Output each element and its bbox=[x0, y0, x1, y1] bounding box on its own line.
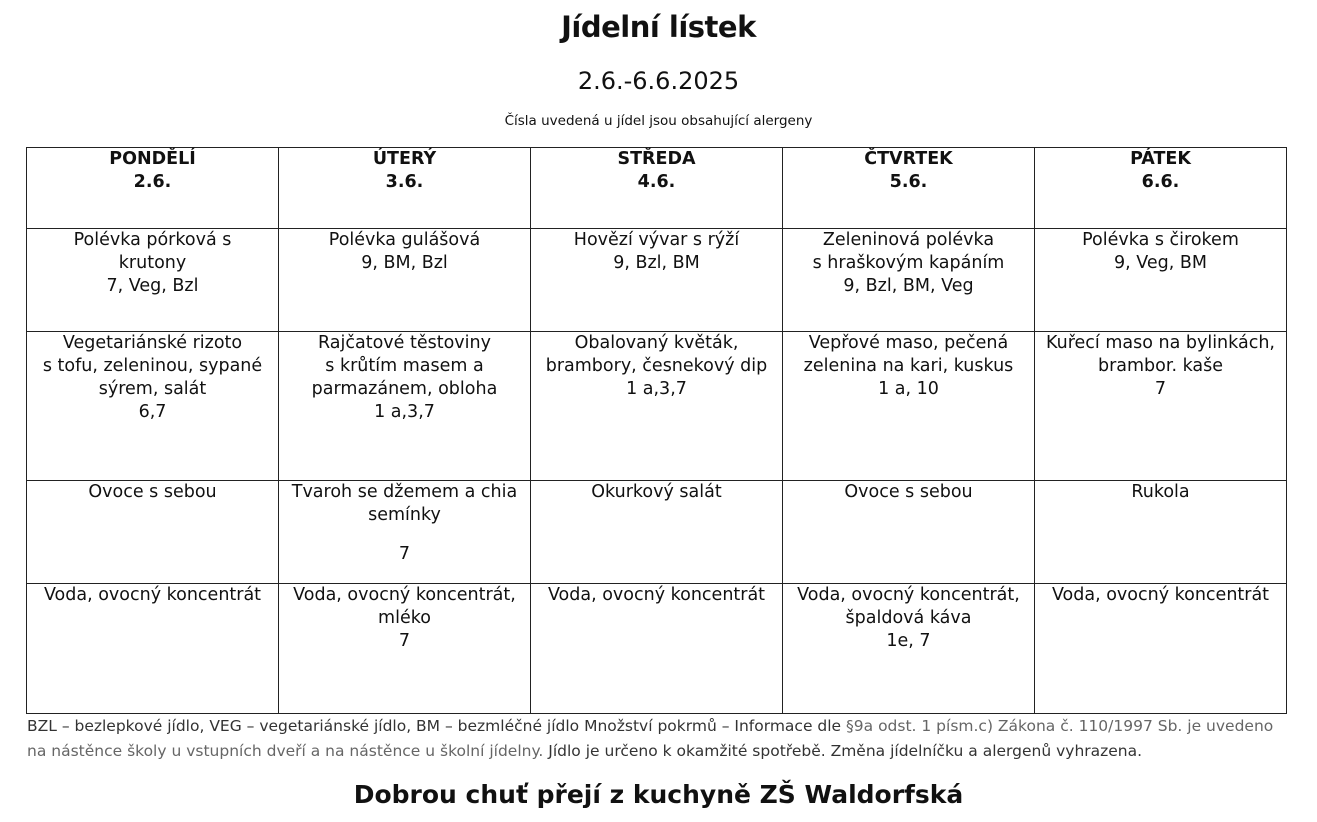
closing-greeting: Dobrou chuť přejí z kuchyně ZŠ Waldorfská bbox=[353, 780, 964, 809]
allergen-note: Čísla uvedená u jídel jsou obsahující alergeny bbox=[504, 113, 813, 129]
menu-line: Voda, ovocný koncentrát bbox=[43, 585, 262, 605]
allergen-line: 6,7 bbox=[138, 402, 167, 422]
allergen-line: 9, Bzl, BM bbox=[613, 253, 700, 273]
day-header bbox=[531, 148, 783, 229]
menu-line: Polévka pórková s bbox=[73, 230, 232, 250]
menu-line: zelenina na kari, kuskus bbox=[803, 356, 1014, 376]
menu-line: Voda, ovocný koncentrát, bbox=[797, 585, 1020, 605]
line-gap bbox=[283, 527, 526, 543]
main-course-cell bbox=[1035, 332, 1287, 481]
drink-cell bbox=[783, 584, 1035, 714]
allergen-line: 7 bbox=[398, 631, 411, 651]
soup-cell bbox=[279, 229, 531, 332]
menu-line: Vepřové maso, pečená bbox=[808, 333, 1009, 353]
soup-cell bbox=[531, 229, 783, 332]
day-name: ÚTERÝ bbox=[372, 149, 437, 169]
menu-line: Vegetariánské rizoto bbox=[62, 333, 243, 353]
day-header-row bbox=[27, 148, 1287, 229]
day-date: 3.6. bbox=[385, 172, 424, 192]
soup-cell bbox=[783, 229, 1035, 332]
main-course-cell bbox=[783, 332, 1035, 481]
menu-line: Obalovaný květák, bbox=[574, 333, 739, 353]
allergen-line: 1 a,3,7 bbox=[626, 379, 687, 399]
menu-line: semínky bbox=[368, 505, 441, 525]
day-date: 2.6. bbox=[133, 172, 172, 192]
allergen-line: 7, Veg, Bzl bbox=[106, 276, 199, 296]
menu-line: Voda, ovocný koncentrát, bbox=[293, 585, 516, 605]
footer-legend bbox=[27, 714, 1297, 763]
menu-line: s hraškovým kapáním bbox=[812, 253, 1005, 273]
menu-line: s krůtím masem a bbox=[325, 356, 484, 376]
menu-line: Polévka s čirokem bbox=[1082, 230, 1239, 250]
menu-line: Okurkový salát bbox=[591, 482, 722, 502]
drink-cell bbox=[279, 584, 531, 714]
menu-line: Hovězí vývar s rýží bbox=[573, 230, 740, 250]
allergen-line: 1 a,3,7 bbox=[374, 402, 435, 422]
day-name: ČTVRTEK bbox=[864, 149, 953, 169]
day-header bbox=[783, 148, 1035, 229]
menu-line: Kuřecí maso na bylinkách, bbox=[1046, 333, 1275, 353]
legend-law-text: §9a odst. 1 písm.c) Zákona č. 110/1997 Sb. je uvedeno na nástěnce školy u vstupních dveří a na nástěnce u školní jídelny. bbox=[27, 717, 1274, 760]
soup-row bbox=[27, 229, 1287, 332]
menu-line: krutony bbox=[118, 253, 187, 273]
menu-line: brambor. kaše bbox=[1097, 356, 1224, 376]
day-date: 5.6. bbox=[889, 172, 928, 192]
side-cell bbox=[1035, 481, 1287, 584]
drink-cell bbox=[27, 584, 279, 714]
allergen-line: 1 a, 10 bbox=[878, 379, 939, 399]
drink-row bbox=[27, 584, 1287, 714]
menu-line: s tofu, zeleninou, sypané bbox=[42, 356, 263, 376]
menu-line: Polévka gulášová bbox=[328, 230, 481, 250]
menu-line: parmazánem, obloha bbox=[311, 379, 498, 399]
menu-line: Rukola bbox=[1131, 482, 1190, 502]
menu-line: špaldová káva bbox=[845, 608, 972, 628]
day-date: 6.6. bbox=[1141, 172, 1180, 192]
side-cell bbox=[27, 481, 279, 584]
menu-line: mléko bbox=[378, 608, 431, 628]
day-header bbox=[279, 148, 531, 229]
soup-cell bbox=[1035, 229, 1287, 332]
legend-end-text: Jídlo je určeno k okamžité spotřebě. Změna jídelníčku a alergenů vyhrazena. bbox=[543, 741, 1143, 760]
menu-table bbox=[26, 147, 1287, 714]
page-title: Jídelní lístek bbox=[561, 10, 756, 44]
day-name: STŘEDA bbox=[617, 149, 696, 169]
day-date: 4.6. bbox=[637, 172, 676, 192]
menu-line: Rajčatové těstoviny bbox=[318, 333, 491, 353]
menu-line: sýrem, salát bbox=[98, 379, 207, 399]
allergen-line: 1e, 7 bbox=[886, 631, 931, 651]
day-header bbox=[27, 148, 279, 229]
allergen-line: 9, Veg, BM bbox=[1114, 253, 1207, 273]
drink-cell bbox=[1035, 584, 1287, 714]
menu-line: Tvaroh se džemem a chia bbox=[291, 482, 518, 502]
day-header bbox=[1035, 148, 1287, 229]
allergen-line: 7 bbox=[398, 544, 411, 564]
menu-line: brambory, česnekový dip bbox=[545, 356, 768, 376]
side-row bbox=[27, 481, 1287, 584]
main-course-cell bbox=[279, 332, 531, 481]
menu-line: Zeleninová polévka bbox=[822, 230, 995, 250]
side-cell bbox=[783, 481, 1035, 584]
menu-line: Ovoce s sebou bbox=[88, 482, 217, 502]
day-name: PONDĚLÍ bbox=[109, 149, 196, 169]
menu-line: Voda, ovocný koncentrát bbox=[547, 585, 766, 605]
side-cell bbox=[531, 481, 783, 584]
soup-cell bbox=[27, 229, 279, 332]
main-course-cell bbox=[27, 332, 279, 481]
allergen-line: 7 bbox=[1154, 379, 1167, 399]
side-cell bbox=[279, 481, 531, 584]
menu-line: Voda, ovocný koncentrát bbox=[1051, 585, 1270, 605]
day-name: PÁTEK bbox=[1130, 149, 1191, 169]
allergen-line: 9, BM, Bzl bbox=[361, 253, 448, 273]
week-dates: 2.6.-6.6.2025 bbox=[577, 67, 740, 95]
allergen-line: 9, Bzl, BM, Veg bbox=[843, 276, 974, 296]
legend-text: BZL – bezlepkové jídlo, VEG – vegetariánské jídlo, BM – bezmléčné jídlo Množství pokrmů – Informace dle bbox=[27, 717, 847, 735]
drink-cell bbox=[531, 584, 783, 714]
main-course-cell bbox=[531, 332, 783, 481]
menu-line: Ovoce s sebou bbox=[844, 482, 973, 502]
main-course-row bbox=[27, 332, 1287, 481]
